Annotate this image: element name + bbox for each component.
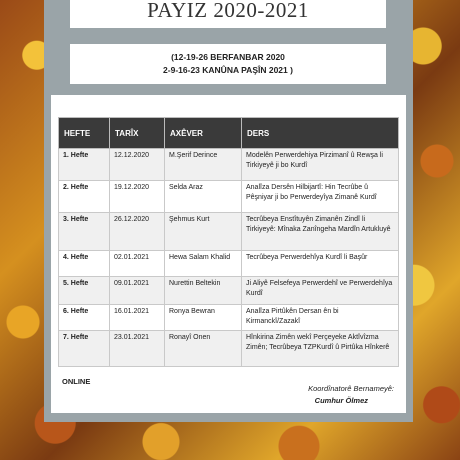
cell-speaker: Selda Araz — [165, 181, 242, 213]
table-row — [59, 149, 399, 181]
cell-date: 19.12.2020 — [110, 181, 165, 213]
dates-line-2: 2-9-16-23 KANÛNA PAŞÎN 2021 ) — [163, 65, 293, 75]
table-header-row — [59, 118, 399, 149]
table-row — [59, 305, 399, 331]
cell-speaker: Ronya Bewran — [165, 305, 242, 331]
cell-date: 23.01.2021 — [110, 331, 165, 367]
table-row — [59, 251, 399, 277]
cell-week: 5. Hefte — [59, 277, 110, 305]
cell-lesson: Analîza Pirtûkên Dersan ên bi Kirmanckî/Zazakî — [242, 305, 399, 331]
table-row — [59, 181, 399, 213]
coordinator-label: Koordînatorê Bernameyê: — [308, 384, 394, 393]
cell-speaker: Nurettin Beltekin — [165, 277, 242, 305]
cell-week: 3. Hefte — [59, 213, 110, 251]
schedule-table — [58, 117, 399, 367]
header-lesson: DERS — [242, 118, 399, 149]
cell-speaker: Ronayî Onen — [165, 331, 242, 367]
cell-lesson: Analîza Dersên Hilbijartî: Hin Tecrûbe û Pêşniyar ji bo Perwerdeyîya Zimanê Kurdî — [242, 181, 399, 213]
table-row — [59, 213, 399, 251]
dates-box — [70, 44, 386, 84]
cell-speaker: M.Şerif Derince — [165, 149, 242, 181]
schedule-card — [51, 95, 406, 413]
cell-lesson: Hînkirina Zimên wekî Perçeyeke Aktîvîzma Zimên; Tecrûbeya TZPKurdî û Pirtûka Hînkerê — [242, 331, 399, 367]
page-title: PAYIZ 2020-2021 — [147, 0, 309, 22]
cell-date: 09.01.2021 — [110, 277, 165, 305]
table-row — [59, 331, 399, 367]
cell-date: 12.12.2020 — [110, 149, 165, 181]
cell-week: 4. Hefte — [59, 251, 110, 277]
dates-line-1: (12-19-26 BERFANBAR 2020 — [171, 52, 285, 62]
cell-week: 6. Hefte — [59, 305, 110, 331]
title-box — [70, 0, 386, 28]
header-date: TARÎX — [110, 118, 165, 149]
online-label: ONLINE — [62, 377, 91, 386]
cell-lesson: Modelên Perwerdehiya Pirzimanî û Rewşa li Tirkiyeyê ji bo Kurdî — [242, 149, 399, 181]
header-speaker: AXÊVER — [165, 118, 242, 149]
cell-date: 26.12.2020 — [110, 213, 165, 251]
cell-week: 7. Hefte — [59, 331, 110, 367]
table-row — [59, 277, 399, 305]
cell-speaker: Hewa Salam Khalid — [165, 251, 242, 277]
cell-date: 16.01.2021 — [110, 305, 165, 331]
cell-speaker: Şehmus Kurt — [165, 213, 242, 251]
cell-week: 2. Hefte — [59, 181, 110, 213]
program-panel — [44, 0, 413, 422]
cell-lesson: Tecrûbeya Enstîtuyên Zimanên Zindî li Tirkiyeyê: Mînaka Zanîngeha Mardîn Artukluyê — [242, 213, 399, 251]
cell-lesson: Ji Aliyê Felsefeya Perwerdehî ve Perwerdehîya Kurdî — [242, 277, 399, 305]
cell-lesson: Tecrûbeya Perwerdehîya Kurdî li Başûr — [242, 251, 399, 277]
coordinator-name: Cumhur Ölmez — [314, 396, 368, 405]
header-week: HEFTE — [59, 118, 110, 149]
cell-date: 02.01.2021 — [110, 251, 165, 277]
cell-week: 1. Hefte — [59, 149, 110, 181]
